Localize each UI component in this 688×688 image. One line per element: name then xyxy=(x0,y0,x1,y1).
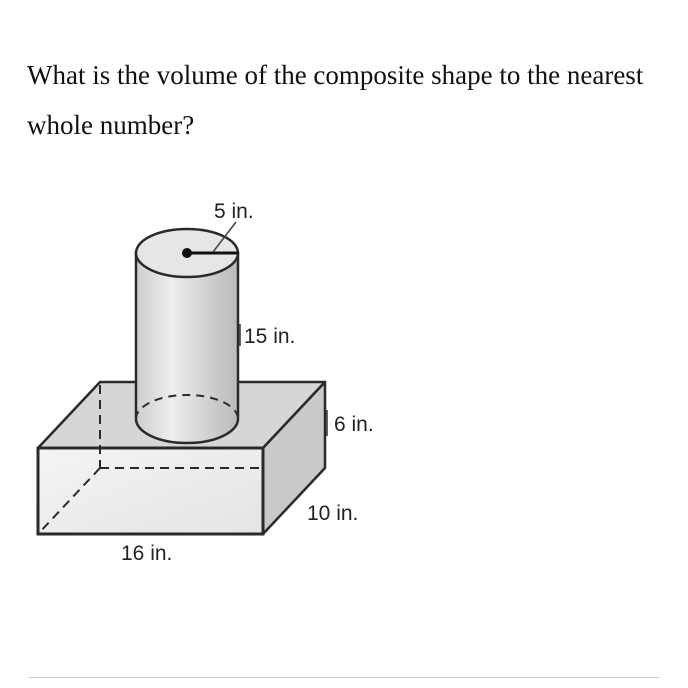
cylinder-body xyxy=(136,253,238,443)
radius-label: 5 in. xyxy=(214,200,254,223)
cylinder-center-dot xyxy=(182,248,192,258)
bottom-divider xyxy=(28,677,660,678)
cylinder-height-label: 15 in. xyxy=(244,325,296,348)
prism-front-face xyxy=(38,448,263,534)
prism-length-label: 16 in. xyxy=(121,542,173,565)
prism-height-label: 6 in. xyxy=(334,413,374,436)
prism-depth-label: 10 in. xyxy=(307,502,359,525)
question-text: What is the volume of the composite shape to the nearest whole number? xyxy=(27,60,644,140)
